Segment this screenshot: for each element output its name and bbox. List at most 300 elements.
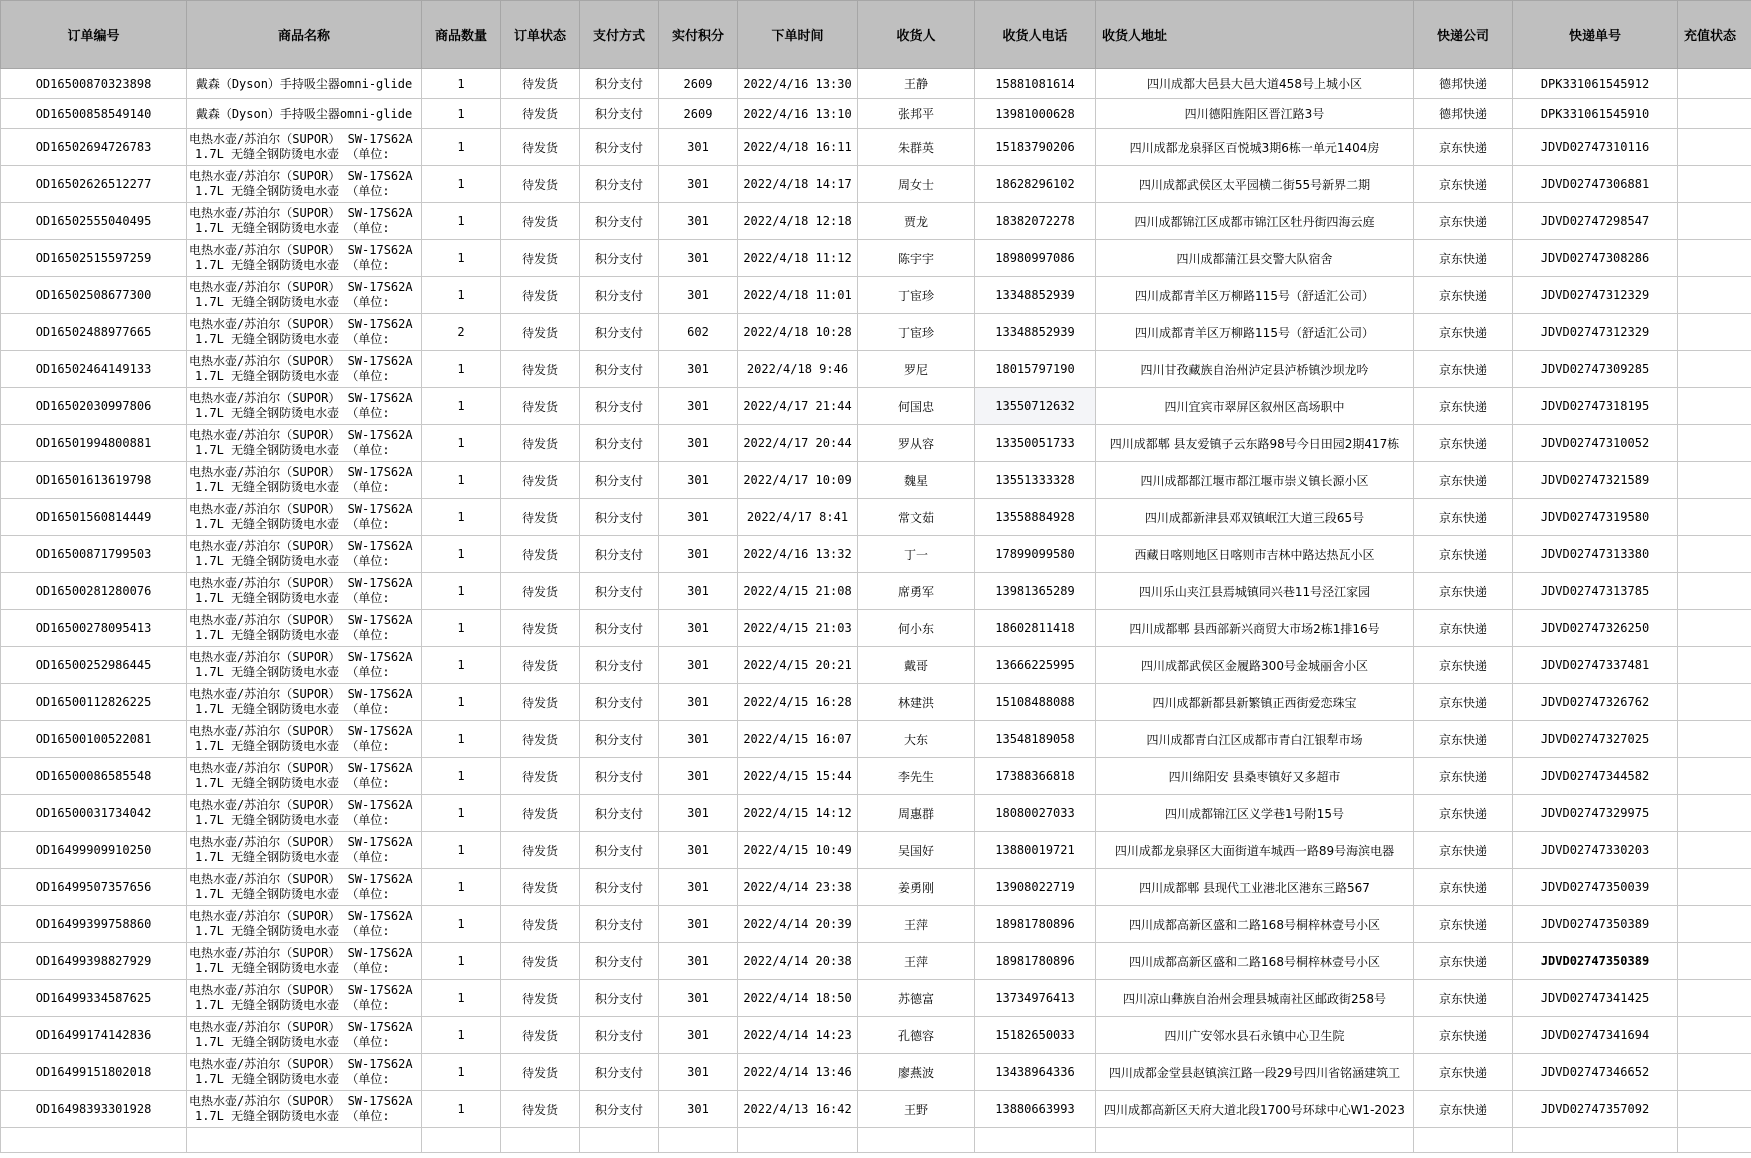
payment-method-cell[interactable]: 积分支付 bbox=[580, 425, 659, 462]
recipient-address-cell[interactable]: 四川成都锦江区义学巷1号附15号 bbox=[1096, 795, 1414, 832]
express-company-cell[interactable]: 京东快递 bbox=[1414, 462, 1513, 499]
quantity-cell[interactable]: 1 bbox=[422, 69, 501, 99]
product-name-cell[interactable] bbox=[187, 832, 422, 869]
recipient-cell[interactable]: 大东 bbox=[858, 721, 975, 758]
order-time-cell[interactable]: 2022/4/15 21:03 bbox=[738, 610, 858, 647]
recipient-phone-cell[interactable]: 18382072278 bbox=[975, 203, 1096, 240]
tracking-number-cell[interactable]: JDVD02747341425 bbox=[1513, 980, 1678, 1017]
tracking-number-cell[interactable]: JDVD02747313380 bbox=[1513, 536, 1678, 573]
recipient-phone-cell[interactable]: 18981780896 bbox=[975, 906, 1096, 943]
points-paid-cell[interactable]: 301 bbox=[659, 721, 738, 758]
quantity-cell[interactable]: 1 bbox=[422, 203, 501, 240]
express-company-cell[interactable]: 德邦快递 bbox=[1414, 69, 1513, 99]
express-company-cell[interactable]: 京东快递 bbox=[1414, 166, 1513, 203]
tracking-number-cell[interactable]: JDVD02747329975 bbox=[1513, 795, 1678, 832]
order-time-cell[interactable]: 2022/4/14 20:39 bbox=[738, 906, 858, 943]
payment-method-cell[interactable]: 积分支付 bbox=[580, 388, 659, 425]
quantity-cell[interactable]: 1 bbox=[422, 573, 501, 610]
recipient-address-cell[interactable]: 四川成都蒲江县交警大队宿舍 bbox=[1096, 240, 1414, 277]
recharge-status-cell[interactable] bbox=[1678, 129, 1751, 166]
express-company-cell[interactable]: 德邦快递 bbox=[1414, 99, 1513, 129]
header-order-time[interactable]: 下单时间 bbox=[738, 1, 858, 69]
empty-cell[interactable] bbox=[187, 1128, 422, 1153]
tracking-number-cell[interactable]: JDVD02747350389 bbox=[1513, 943, 1678, 980]
tracking-number-cell[interactable]: JDVD02747310116 bbox=[1513, 129, 1678, 166]
product-name-cell[interactable] bbox=[187, 647, 422, 684]
recipient-phone-cell[interactable]: 13880663993 bbox=[975, 1091, 1096, 1128]
empty-cell[interactable] bbox=[738, 1128, 858, 1153]
order-id-cell[interactable]: OD16501613619798 bbox=[1, 462, 187, 499]
recipient-phone-cell[interactable]: 13550712632 bbox=[975, 388, 1096, 425]
recipient-address-cell[interactable]: 四川宜宾市翠屏区叙州区高场职中 bbox=[1096, 388, 1414, 425]
empty-cell[interactable] bbox=[858, 1128, 975, 1153]
recharge-status-cell[interactable] bbox=[1678, 795, 1751, 832]
recipient-cell[interactable]: 姜勇刚 bbox=[858, 869, 975, 906]
table-row[interactable] bbox=[1, 906, 1751, 943]
tracking-number-cell[interactable]: JDVD02747326250 bbox=[1513, 610, 1678, 647]
payment-method-cell[interactable]: 积分支付 bbox=[580, 240, 659, 277]
payment-method-cell[interactable]: 积分支付 bbox=[580, 758, 659, 795]
tracking-number-cell[interactable]: JDVD02747310052 bbox=[1513, 425, 1678, 462]
recipient-phone-cell[interactable]: 13348852939 bbox=[975, 277, 1096, 314]
recipient-address-cell[interactable]: 四川乐山夹江县焉城镇同兴巷11号泾江家园 bbox=[1096, 573, 1414, 610]
product-name-cell[interactable] bbox=[187, 795, 422, 832]
recipient-address-cell[interactable]: 四川成都郫 县友爱镇子云东路98号今日田园2期417栋 bbox=[1096, 425, 1414, 462]
order-status-cell[interactable]: 待发货 bbox=[501, 832, 580, 869]
table-row[interactable] bbox=[1, 388, 1751, 425]
header-express-company[interactable]: 快递公司 bbox=[1414, 1, 1513, 69]
recipient-address-cell[interactable]: 四川成都高新区盛和二路168号桐梓林壹号小区 bbox=[1096, 943, 1414, 980]
recipient-cell[interactable]: 王静 bbox=[858, 69, 975, 99]
tracking-number-cell[interactable]: JDVD02747312329 bbox=[1513, 314, 1678, 351]
tracking-number-cell[interactable]: JDVD02747313785 bbox=[1513, 573, 1678, 610]
recipient-phone-cell[interactable]: 18980997086 bbox=[975, 240, 1096, 277]
table-row[interactable] bbox=[1, 573, 1751, 610]
order-status-cell[interactable]: 待发货 bbox=[501, 610, 580, 647]
product-name-cell[interactable] bbox=[187, 1091, 422, 1128]
recipient-address-cell[interactable]: 四川成都新都县新繁镇正西街爱恋珠宝 bbox=[1096, 684, 1414, 721]
recipient-address-cell[interactable]: 四川成都锦江区成都市锦江区牡丹街四海云庭 bbox=[1096, 203, 1414, 240]
table-row[interactable] bbox=[1, 69, 1751, 99]
header-points-paid[interactable]: 实付积分 bbox=[659, 1, 738, 69]
table-row[interactable] bbox=[1, 462, 1751, 499]
recipient-cell[interactable]: 陈宇宇 bbox=[858, 240, 975, 277]
quantity-cell[interactable]: 1 bbox=[422, 1091, 501, 1128]
order-status-cell[interactable]: 待发货 bbox=[501, 499, 580, 536]
recipient-cell[interactable]: 周女士 bbox=[858, 166, 975, 203]
order-id-cell[interactable]: OD16500112826225 bbox=[1, 684, 187, 721]
tracking-number-cell[interactable]: JDVD02747298547 bbox=[1513, 203, 1678, 240]
order-status-cell[interactable]: 待发货 bbox=[501, 869, 580, 906]
order-status-cell[interactable]: 待发货 bbox=[501, 980, 580, 1017]
product-name-cell[interactable] bbox=[187, 869, 422, 906]
recipient-phone-cell[interactable]: 18628296102 bbox=[975, 166, 1096, 203]
express-company-cell[interactable]: 京东快递 bbox=[1414, 869, 1513, 906]
recipient-phone-cell[interactable]: 17899099580 bbox=[975, 536, 1096, 573]
payment-method-cell[interactable]: 积分支付 bbox=[580, 573, 659, 610]
recipient-phone-cell[interactable]: 13438964336 bbox=[975, 1054, 1096, 1091]
order-status-cell[interactable]: 待发货 bbox=[501, 721, 580, 758]
table-row[interactable] bbox=[1, 129, 1751, 166]
order-id-cell[interactable]: OD16501560814449 bbox=[1, 499, 187, 536]
header-payment-method[interactable]: 支付方式 bbox=[580, 1, 659, 69]
payment-method-cell[interactable]: 积分支付 bbox=[580, 1091, 659, 1128]
payment-method-cell[interactable]: 积分支付 bbox=[580, 462, 659, 499]
express-company-cell[interactable]: 京东快递 bbox=[1414, 536, 1513, 573]
product-name-cell[interactable] bbox=[187, 536, 422, 573]
express-company-cell[interactable]: 京东快递 bbox=[1414, 425, 1513, 462]
recipient-phone-cell[interactable]: 13880019721 bbox=[975, 832, 1096, 869]
empty-cell[interactable] bbox=[1513, 1128, 1678, 1153]
recipient-address-cell[interactable]: 四川广安邻水县石永镇中心卫生院 bbox=[1096, 1017, 1414, 1054]
table-row[interactable] bbox=[1, 240, 1751, 277]
table-row[interactable] bbox=[1, 166, 1751, 203]
order-time-cell[interactable]: 2022/4/15 15:44 bbox=[738, 758, 858, 795]
recipient-cell[interactable]: 张邦平 bbox=[858, 99, 975, 129]
order-id-cell[interactable]: OD16499334587625 bbox=[1, 980, 187, 1017]
recipient-phone-cell[interactable]: 17388366818 bbox=[975, 758, 1096, 795]
points-paid-cell[interactable]: 301 bbox=[659, 166, 738, 203]
points-paid-cell[interactable]: 301 bbox=[659, 869, 738, 906]
express-company-cell[interactable]: 京东快递 bbox=[1414, 573, 1513, 610]
recipient-address-cell[interactable]: 四川成都高新区天府大道北段1700号环球中心W1-2023 bbox=[1096, 1091, 1414, 1128]
recipient-cell[interactable]: 丁宦珍 bbox=[858, 277, 975, 314]
express-company-cell[interactable]: 京东快递 bbox=[1414, 980, 1513, 1017]
recipient-phone-cell[interactable]: 13348852939 bbox=[975, 314, 1096, 351]
payment-method-cell[interactable]: 积分支付 bbox=[580, 99, 659, 129]
recipient-phone-cell[interactable]: 13558884928 bbox=[975, 499, 1096, 536]
quantity-cell[interactable]: 1 bbox=[422, 832, 501, 869]
recipient-cell[interactable]: 戴哥 bbox=[858, 647, 975, 684]
recharge-status-cell[interactable] bbox=[1678, 425, 1751, 462]
empty-cell[interactable] bbox=[1678, 1128, 1751, 1153]
order-time-cell[interactable]: 2022/4/18 14:17 bbox=[738, 166, 858, 203]
order-status-cell[interactable]: 待发货 bbox=[501, 69, 580, 99]
product-name-cell[interactable] bbox=[187, 1017, 422, 1054]
payment-method-cell[interactable]: 积分支付 bbox=[580, 647, 659, 684]
order-id-cell[interactable]: OD16502508677300 bbox=[1, 277, 187, 314]
quantity-cell[interactable]: 1 bbox=[422, 536, 501, 573]
quantity-cell[interactable]: 1 bbox=[422, 610, 501, 647]
table-row[interactable] bbox=[1, 943, 1751, 980]
recharge-status-cell[interactable] bbox=[1678, 647, 1751, 684]
points-paid-cell[interactable]: 602 bbox=[659, 314, 738, 351]
payment-method-cell[interactable]: 积分支付 bbox=[580, 980, 659, 1017]
order-status-cell[interactable]: 待发货 bbox=[501, 99, 580, 129]
order-id-cell[interactable]: OD16502464149133 bbox=[1, 351, 187, 388]
recharge-status-cell[interactable] bbox=[1678, 943, 1751, 980]
table-row[interactable] bbox=[1, 1054, 1751, 1091]
points-paid-cell[interactable]: 301 bbox=[659, 129, 738, 166]
quantity-cell[interactable]: 1 bbox=[422, 721, 501, 758]
express-company-cell[interactable]: 京东快递 bbox=[1414, 314, 1513, 351]
express-company-cell[interactable]: 京东快递 bbox=[1414, 906, 1513, 943]
order-time-cell[interactable]: 2022/4/17 10:09 bbox=[738, 462, 858, 499]
product-name-cell[interactable]: 戴森（Dyson）手持吸尘器omni-glide bbox=[187, 99, 422, 129]
table-row[interactable] bbox=[1, 203, 1751, 240]
order-id-cell[interactable]: OD16499909910250 bbox=[1, 832, 187, 869]
quantity-cell[interactable]: 1 bbox=[422, 795, 501, 832]
tracking-number-cell[interactable]: JDVD02747308286 bbox=[1513, 240, 1678, 277]
points-paid-cell[interactable]: 301 bbox=[659, 647, 738, 684]
order-id-cell[interactable]: OD16499151802018 bbox=[1, 1054, 187, 1091]
points-paid-cell[interactable]: 301 bbox=[659, 1091, 738, 1128]
order-time-cell[interactable]: 2022/4/18 11:12 bbox=[738, 240, 858, 277]
recipient-phone-cell[interactable]: 13908022719 bbox=[975, 869, 1096, 906]
order-id-cell[interactable]: OD16499174142836 bbox=[1, 1017, 187, 1054]
payment-method-cell[interactable]: 积分支付 bbox=[580, 906, 659, 943]
express-company-cell[interactable]: 京东快递 bbox=[1414, 277, 1513, 314]
points-paid-cell[interactable]: 2609 bbox=[659, 99, 738, 129]
quantity-cell[interactable]: 1 bbox=[422, 758, 501, 795]
recharge-status-cell[interactable] bbox=[1678, 351, 1751, 388]
order-time-cell[interactable]: 2022/4/18 10:28 bbox=[738, 314, 858, 351]
order-time-cell[interactable]: 2022/4/16 13:32 bbox=[738, 536, 858, 573]
table-row[interactable] bbox=[1, 869, 1751, 906]
table-row[interactable] bbox=[1, 980, 1751, 1017]
order-time-cell[interactable]: 2022/4/18 12:18 bbox=[738, 203, 858, 240]
recipient-phone-cell[interactable]: 15183790206 bbox=[975, 129, 1096, 166]
empty-cell[interactable] bbox=[975, 1128, 1096, 1153]
points-paid-cell[interactable]: 301 bbox=[659, 425, 738, 462]
table-row[interactable] bbox=[1, 314, 1751, 351]
recipient-cell[interactable]: 李先生 bbox=[858, 758, 975, 795]
header-order-id[interactable]: 订单编号 bbox=[1, 1, 187, 69]
recharge-status-cell[interactable] bbox=[1678, 684, 1751, 721]
recharge-status-cell[interactable] bbox=[1678, 462, 1751, 499]
order-time-cell[interactable]: 2022/4/14 18:50 bbox=[738, 980, 858, 1017]
payment-method-cell[interactable]: 积分支付 bbox=[580, 684, 659, 721]
express-company-cell[interactable]: 京东快递 bbox=[1414, 351, 1513, 388]
order-time-cell[interactable]: 2022/4/15 14:12 bbox=[738, 795, 858, 832]
table-row[interactable] bbox=[1, 277, 1751, 314]
payment-method-cell[interactable]: 积分支付 bbox=[580, 1054, 659, 1091]
recipient-phone-cell[interactable]: 13981365289 bbox=[975, 573, 1096, 610]
order-id-cell[interactable]: OD16500871799503 bbox=[1, 536, 187, 573]
recipient-phone-cell[interactable]: 18015797190 bbox=[975, 351, 1096, 388]
order-status-cell[interactable]: 待发货 bbox=[501, 166, 580, 203]
recipient-cell[interactable]: 丁一 bbox=[858, 536, 975, 573]
order-status-cell[interactable]: 待发货 bbox=[501, 240, 580, 277]
express-company-cell[interactable]: 京东快递 bbox=[1414, 684, 1513, 721]
payment-method-cell[interactable]: 积分支付 bbox=[580, 795, 659, 832]
order-status-cell[interactable]: 待发货 bbox=[501, 647, 580, 684]
express-company-cell[interactable]: 京东快递 bbox=[1414, 721, 1513, 758]
order-time-cell[interactable]: 2022/4/18 16:11 bbox=[738, 129, 858, 166]
points-paid-cell[interactable]: 301 bbox=[659, 1054, 738, 1091]
points-paid-cell[interactable]: 301 bbox=[659, 832, 738, 869]
product-name-cell[interactable] bbox=[187, 980, 422, 1017]
order-id-cell[interactable]: OD16502488977665 bbox=[1, 314, 187, 351]
recipient-cell[interactable]: 罗尼 bbox=[858, 351, 975, 388]
header-recharge-status[interactable]: 充值状态 bbox=[1678, 1, 1751, 69]
recipient-address-cell[interactable]: 四川成都武侯区太平园横二街55号新界二期 bbox=[1096, 166, 1414, 203]
product-name-cell[interactable]: 戴森（Dyson）手持吸尘器omni-glide bbox=[187, 69, 422, 99]
order-status-cell[interactable]: 待发货 bbox=[501, 684, 580, 721]
table-row[interactable] bbox=[1, 536, 1751, 573]
product-name-cell[interactable] bbox=[187, 906, 422, 943]
express-company-cell[interactable]: 京东快递 bbox=[1414, 832, 1513, 869]
tracking-number-cell[interactable]: JDVD02747344582 bbox=[1513, 758, 1678, 795]
product-name-cell[interactable] bbox=[187, 203, 422, 240]
points-paid-cell[interactable]: 301 bbox=[659, 684, 738, 721]
recharge-status-cell[interactable] bbox=[1678, 203, 1751, 240]
order-time-cell[interactable]: 2022/4/17 8:41 bbox=[738, 499, 858, 536]
recipient-cell[interactable]: 罗从容 bbox=[858, 425, 975, 462]
header-quantity[interactable]: 商品数量 bbox=[422, 1, 501, 69]
table-row[interactable] bbox=[1, 425, 1751, 462]
recharge-status-cell[interactable] bbox=[1678, 499, 1751, 536]
quantity-cell[interactable]: 1 bbox=[422, 869, 501, 906]
points-paid-cell[interactable]: 301 bbox=[659, 943, 738, 980]
product-name-cell[interactable] bbox=[187, 240, 422, 277]
recharge-status-cell[interactable] bbox=[1678, 573, 1751, 610]
payment-method-cell[interactable]: 积分支付 bbox=[580, 351, 659, 388]
table-row[interactable] bbox=[1, 721, 1751, 758]
recharge-status-cell[interactable] bbox=[1678, 758, 1751, 795]
order-status-cell[interactable]: 待发货 bbox=[501, 1091, 580, 1128]
table-row[interactable] bbox=[1, 832, 1751, 869]
express-company-cell[interactable]: 京东快递 bbox=[1414, 240, 1513, 277]
recipient-cell[interactable]: 何国忠 bbox=[858, 388, 975, 425]
order-time-cell[interactable]: 2022/4/18 9:46 bbox=[738, 351, 858, 388]
product-name-cell[interactable] bbox=[187, 499, 422, 536]
order-id-cell[interactable]: OD16502694726783 bbox=[1, 129, 187, 166]
recipient-cell[interactable]: 孔德容 bbox=[858, 1017, 975, 1054]
recipient-cell[interactable]: 常文茹 bbox=[858, 499, 975, 536]
payment-method-cell[interactable]: 积分支付 bbox=[580, 69, 659, 99]
recipient-address-cell[interactable]: 四川成都新津县邓双镇岷江大道三段65号 bbox=[1096, 499, 1414, 536]
order-id-cell[interactable]: OD16502555040495 bbox=[1, 203, 187, 240]
product-name-cell[interactable] bbox=[187, 610, 422, 647]
recipient-address-cell[interactable]: 四川德阳旌阳区晋江路3号 bbox=[1096, 99, 1414, 129]
express-company-cell[interactable]: 京东快递 bbox=[1414, 943, 1513, 980]
quantity-cell[interactable]: 1 bbox=[422, 1054, 501, 1091]
tracking-number-cell[interactable]: JDVD02747330203 bbox=[1513, 832, 1678, 869]
order-status-cell[interactable]: 待发货 bbox=[501, 943, 580, 980]
recipient-phone-cell[interactable]: 13666225995 bbox=[975, 647, 1096, 684]
order-status-cell[interactable]: 待发货 bbox=[501, 462, 580, 499]
order-id-cell[interactable]: OD16502030997806 bbox=[1, 388, 187, 425]
table-row[interactable] bbox=[1, 99, 1751, 129]
points-paid-cell[interactable]: 301 bbox=[659, 240, 738, 277]
recharge-status-cell[interactable] bbox=[1678, 240, 1751, 277]
tracking-number-cell[interactable]: JDVD02747312329 bbox=[1513, 277, 1678, 314]
payment-method-cell[interactable]: 积分支付 bbox=[580, 610, 659, 647]
order-id-cell[interactable]: OD16500278095413 bbox=[1, 610, 187, 647]
recipient-address-cell[interactable]: 四川成都郫 县西部新兴商贸大市场2栋1排16号 bbox=[1096, 610, 1414, 647]
points-paid-cell[interactable]: 301 bbox=[659, 462, 738, 499]
order-id-cell[interactable]: OD16501994800881 bbox=[1, 425, 187, 462]
recipient-cell[interactable]: 廖燕波 bbox=[858, 1054, 975, 1091]
quantity-cell[interactable]: 1 bbox=[422, 240, 501, 277]
recipient-cell[interactable]: 苏德富 bbox=[858, 980, 975, 1017]
recipient-address-cell[interactable]: 四川成都青羊区万柳路115号（舒适汇公司） bbox=[1096, 314, 1414, 351]
quantity-cell[interactable]: 1 bbox=[422, 1017, 501, 1054]
product-name-cell[interactable] bbox=[187, 462, 422, 499]
express-company-cell[interactable]: 京东快递 bbox=[1414, 610, 1513, 647]
empty-cell[interactable] bbox=[580, 1128, 659, 1153]
points-paid-cell[interactable]: 2609 bbox=[659, 69, 738, 99]
recipient-phone-cell[interactable]: 18981780896 bbox=[975, 943, 1096, 980]
recipient-cell[interactable]: 吴国好 bbox=[858, 832, 975, 869]
order-time-cell[interactable]: 2022/4/15 16:28 bbox=[738, 684, 858, 721]
payment-method-cell[interactable]: 积分支付 bbox=[580, 129, 659, 166]
payment-method-cell[interactable]: 积分支付 bbox=[580, 166, 659, 203]
order-time-cell[interactable]: 2022/4/14 20:38 bbox=[738, 943, 858, 980]
quantity-cell[interactable]: 1 bbox=[422, 99, 501, 129]
product-name-cell[interactable] bbox=[187, 1054, 422, 1091]
recipient-cell[interactable]: 魏星 bbox=[858, 462, 975, 499]
order-status-cell[interactable]: 待发货 bbox=[501, 129, 580, 166]
points-paid-cell[interactable]: 301 bbox=[659, 536, 738, 573]
order-status-cell[interactable]: 待发货 bbox=[501, 1054, 580, 1091]
recharge-status-cell[interactable] bbox=[1678, 832, 1751, 869]
tracking-number-cell[interactable]: JDVD02747319580 bbox=[1513, 499, 1678, 536]
recipient-phone-cell[interactable]: 13350051733 bbox=[975, 425, 1096, 462]
recharge-status-cell[interactable] bbox=[1678, 721, 1751, 758]
order-time-cell[interactable]: 2022/4/14 14:23 bbox=[738, 1017, 858, 1054]
quantity-cell[interactable]: 1 bbox=[422, 351, 501, 388]
empty-cell[interactable] bbox=[1414, 1128, 1513, 1153]
payment-method-cell[interactable]: 积分支付 bbox=[580, 721, 659, 758]
express-company-cell[interactable]: 京东快递 bbox=[1414, 499, 1513, 536]
recipient-phone-cell[interactable]: 13734976413 bbox=[975, 980, 1096, 1017]
recipient-phone-cell[interactable]: 18080027033 bbox=[975, 795, 1096, 832]
recipient-cell[interactable]: 朱群英 bbox=[858, 129, 975, 166]
order-id-cell[interactable]: OD16500086585548 bbox=[1, 758, 187, 795]
order-id-cell[interactable]: OD16502626512277 bbox=[1, 166, 187, 203]
order-id-cell[interactable]: OD16500870323898 bbox=[1, 69, 187, 99]
recipient-address-cell[interactable]: 四川成都都江堰市都江堰市崇义镇长源小区 bbox=[1096, 462, 1414, 499]
order-time-cell[interactable]: 2022/4/16 13:10 bbox=[738, 99, 858, 129]
order-id-cell[interactable]: OD16499507357656 bbox=[1, 869, 187, 906]
express-company-cell[interactable]: 京东快递 bbox=[1414, 758, 1513, 795]
tracking-number-cell[interactable]: JDVD02747357092 bbox=[1513, 1091, 1678, 1128]
order-status-cell[interactable]: 待发货 bbox=[501, 277, 580, 314]
order-time-cell[interactable]: 2022/4/15 16:07 bbox=[738, 721, 858, 758]
order-time-cell[interactable]: 2022/4/16 13:30 bbox=[738, 69, 858, 99]
payment-method-cell[interactable]: 积分支付 bbox=[580, 832, 659, 869]
order-id-cell[interactable]: OD16502515597259 bbox=[1, 240, 187, 277]
order-id-cell[interactable]: OD16500031734042 bbox=[1, 795, 187, 832]
points-paid-cell[interactable]: 301 bbox=[659, 1017, 738, 1054]
recharge-status-cell[interactable] bbox=[1678, 610, 1751, 647]
recipient-address-cell[interactable]: 四川成都武侯区金履路300号金城丽舍小区 bbox=[1096, 647, 1414, 684]
order-status-cell[interactable]: 待发货 bbox=[501, 906, 580, 943]
table-row[interactable] bbox=[1, 758, 1751, 795]
recharge-status-cell[interactable] bbox=[1678, 1054, 1751, 1091]
recipient-phone-cell[interactable]: 13548189058 bbox=[975, 721, 1096, 758]
quantity-cell[interactable]: 1 bbox=[422, 425, 501, 462]
product-name-cell[interactable] bbox=[187, 758, 422, 795]
order-time-cell[interactable]: 2022/4/14 23:38 bbox=[738, 869, 858, 906]
points-paid-cell[interactable]: 301 bbox=[659, 203, 738, 240]
tracking-number-cell[interactable]: JDVD02747327025 bbox=[1513, 721, 1678, 758]
header-product-name[interactable]: 商品名称 bbox=[187, 1, 422, 69]
order-time-cell[interactable]: 2022/4/17 21:44 bbox=[738, 388, 858, 425]
product-name-cell[interactable] bbox=[187, 425, 422, 462]
express-company-cell[interactable]: 京东快递 bbox=[1414, 1054, 1513, 1091]
recharge-status-cell[interactable] bbox=[1678, 99, 1751, 129]
recipient-cell[interactable]: 丁宦珍 bbox=[858, 314, 975, 351]
order-status-cell[interactable]: 待发货 bbox=[501, 536, 580, 573]
tracking-number-cell[interactable]: JDVD02747350039 bbox=[1513, 869, 1678, 906]
express-company-cell[interactable]: 京东快递 bbox=[1414, 388, 1513, 425]
quantity-cell[interactable]: 1 bbox=[422, 647, 501, 684]
tracking-number-cell[interactable]: JDVD02747306881 bbox=[1513, 166, 1678, 203]
points-paid-cell[interactable]: 301 bbox=[659, 758, 738, 795]
